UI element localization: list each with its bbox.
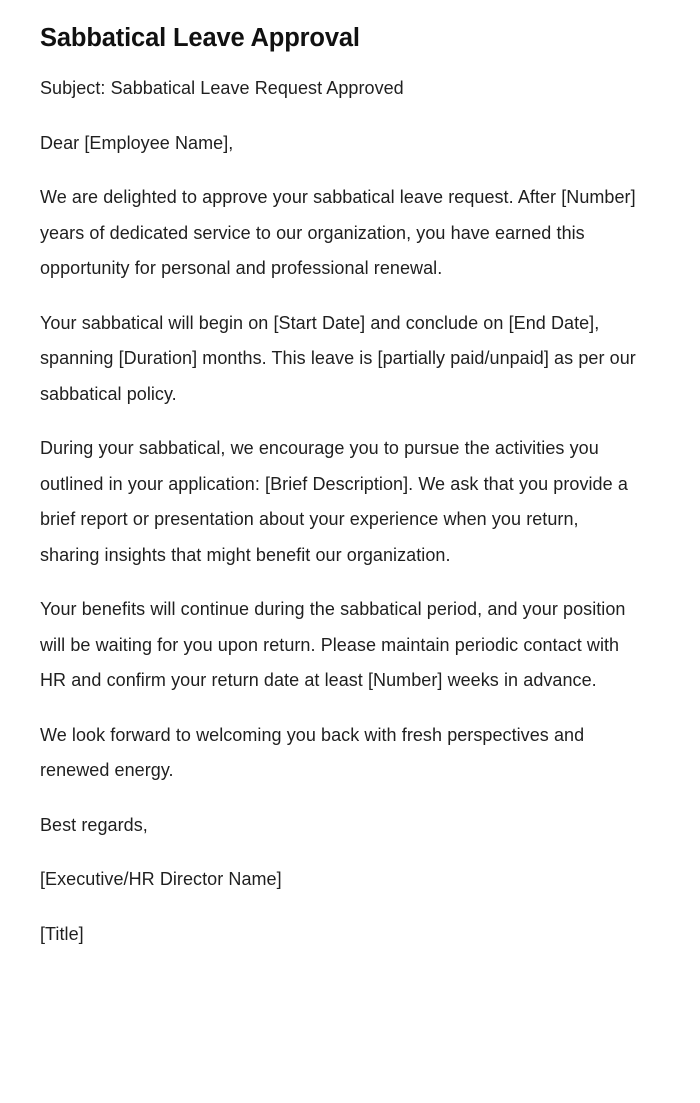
- signoff: Best regards,: [40, 814, 148, 835]
- signature-title: [Title]: [40, 923, 84, 944]
- paragraph-activities: During your sabbatical, we encourage you to pursue the activities you outlined in your application: [Brief Description]. We ask that you provide a brief report or presentation about your experience when you return, sharing insights that might benefit our organization.: [40, 438, 628, 565]
- signature-name: [Executive/HR Director Name]: [40, 869, 282, 889]
- page-title: Sabbatical Leave Approval: [40, 24, 360, 52]
- paragraph-approval: We are delighted to approve your sabbatical leave request. After [Number] years of dedicated service to our organization, you have earned this opportunity for personal and professional renewal.: [40, 187, 636, 278]
- subject-line: Subject: Sabbatical Leave Request Approved: [40, 78, 404, 98]
- paragraph-dates: Your sabbatical will begin on [Start Date] and conclude on [End Date], spanning [Duration] months. This leave is [partially paid/unpaid] as per our sabbatical policy.: [40, 312, 636, 404]
- paragraph-benefits: Your benefits will continue during the sabbatical period, and your position will be waiting for you upon return. Please maintain periodic contact with HR and confirm your return date at least [Number] weeks in advance.: [40, 599, 626, 690]
- paragraph-closing-message: We look forward to welcoming you back with fresh perspectives and renewed energy.: [40, 724, 585, 780]
- salutation: Dear [Employee Name],: [40, 132, 234, 153]
